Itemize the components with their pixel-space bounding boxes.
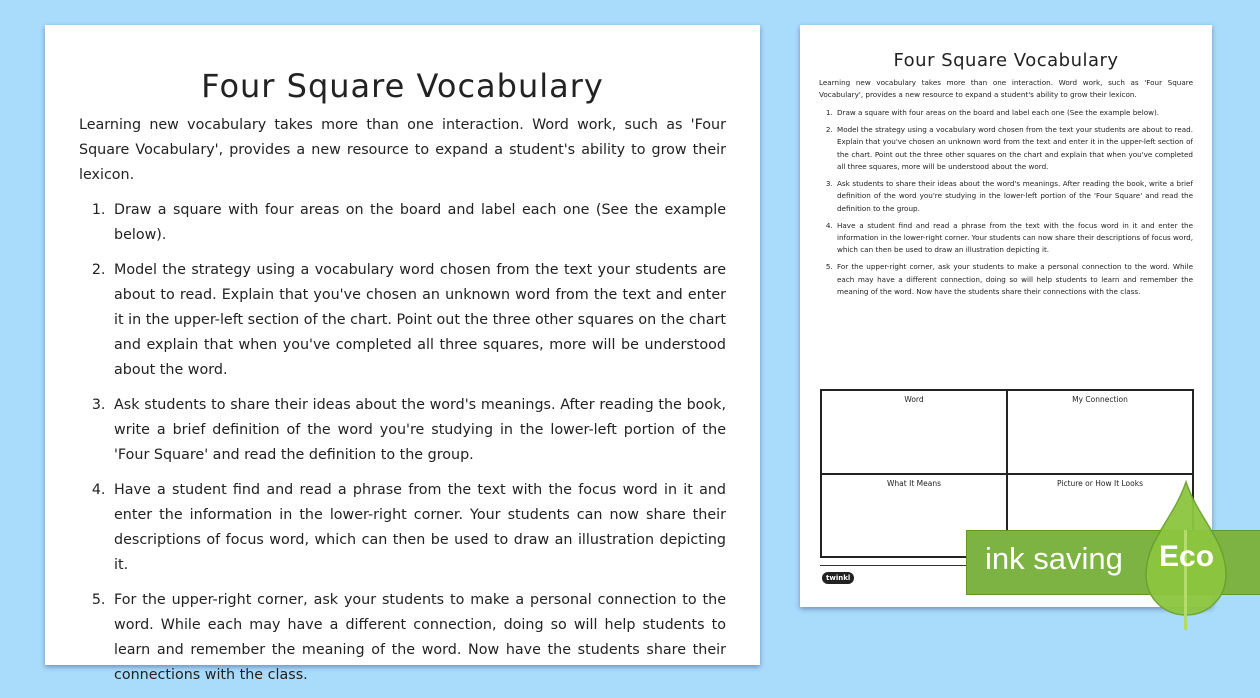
intro-text: Learning new vocabulary takes more than one interaction. Word work, such as 'Four Square Vocabulary', provides a new resource to expand a student's ability to grow their lexicon. [79,117,726,183]
document-page-large [45,25,760,683]
twinkl-logo: twinkl [822,572,854,584]
page-title: Four Square Vocabulary [201,67,604,105]
grid-cell-word: Word [821,390,1007,474]
grid-cell-picture: Picture or How It Looks [1007,474,1193,558]
grid-cell-connection: My Connection [1007,390,1193,474]
step-item: 2. Model the strategy using a vocabulary word chosen from the text your students are about to read. Explain that you've chosen an unknown word from the text and enter it in the upper-left section of the chart. Point out the three other squares on the chart and explain that when you've completed all three squares, more will be understood about the word. [110,258,726,383]
step-item: 3. Ask students to share their ideas about the word's meanings. After reading the book, write a brief definition of the word you're studying in the lower-left portion of the 'Four Square' and read the definition to the group. [110,393,726,468]
step-item: 5. For the upper-right corner, ask your students to make a personal connection to the word. While each may have a different connection, doing so will help students to learn and remember the meaning of the word. Now have the students share their connections with the class. [835,261,1193,298]
eco-label: Eco [1159,540,1215,573]
step-item: 4. Have a student find and read a phrase from the text with the focus word in it and enter the information in the lower-right corner. Your students can now share their descriptions of focus word, which can then be used to draw an illustration depicting it. [835,220,1193,257]
intro-text: Learning new vocabulary takes more than one interaction. Word work, such as 'Four Square Vocabulary', provides a new resource to expand a student's ability to grow their lexicon. [819,78,1193,100]
step-item: 5. For the upper-right corner, ask your students to make a personal connection to the word. While each may have a different connection, doing so will help students to learn and remember the meaning of the word. Now have the students share their connections with the class. [110,588,726,688]
step-item: 1. Draw a square with four areas on the board and label each one (See the example below). [835,107,1193,119]
step-item: 4. Have a student find and read a phrase from the text with the focus word in it and enter the information in the lower-right corner. Your students can now share their descriptions of focus word, which can then be used to draw an illustration depicting it. [110,478,726,578]
grid-cell-meaning: What It Means [821,474,1007,558]
step-item: 2. Model the strategy using a vocabulary word chosen from the text your students are about to read. Explain that you've chosen an unknown word from the text and enter it in the upper-left section of the chart. Point out the three other squares on the chart and explain that when you've completed all three squares, more will be understood about the word. [835,124,1193,174]
step-item: 3. Ask students to share their ideas about the word's meanings. After reading the book, write a brief definition of the word you're studying in the lower-left portion of the 'Four Square' and read the definition to the group. [835,178,1193,215]
ink-saving-label: ink saving [985,541,1123,576]
step-item: 1. Draw a square with four areas on the board and label each one (See the example below). [110,198,726,248]
page-title: Four Square Vocabulary [893,50,1119,71]
